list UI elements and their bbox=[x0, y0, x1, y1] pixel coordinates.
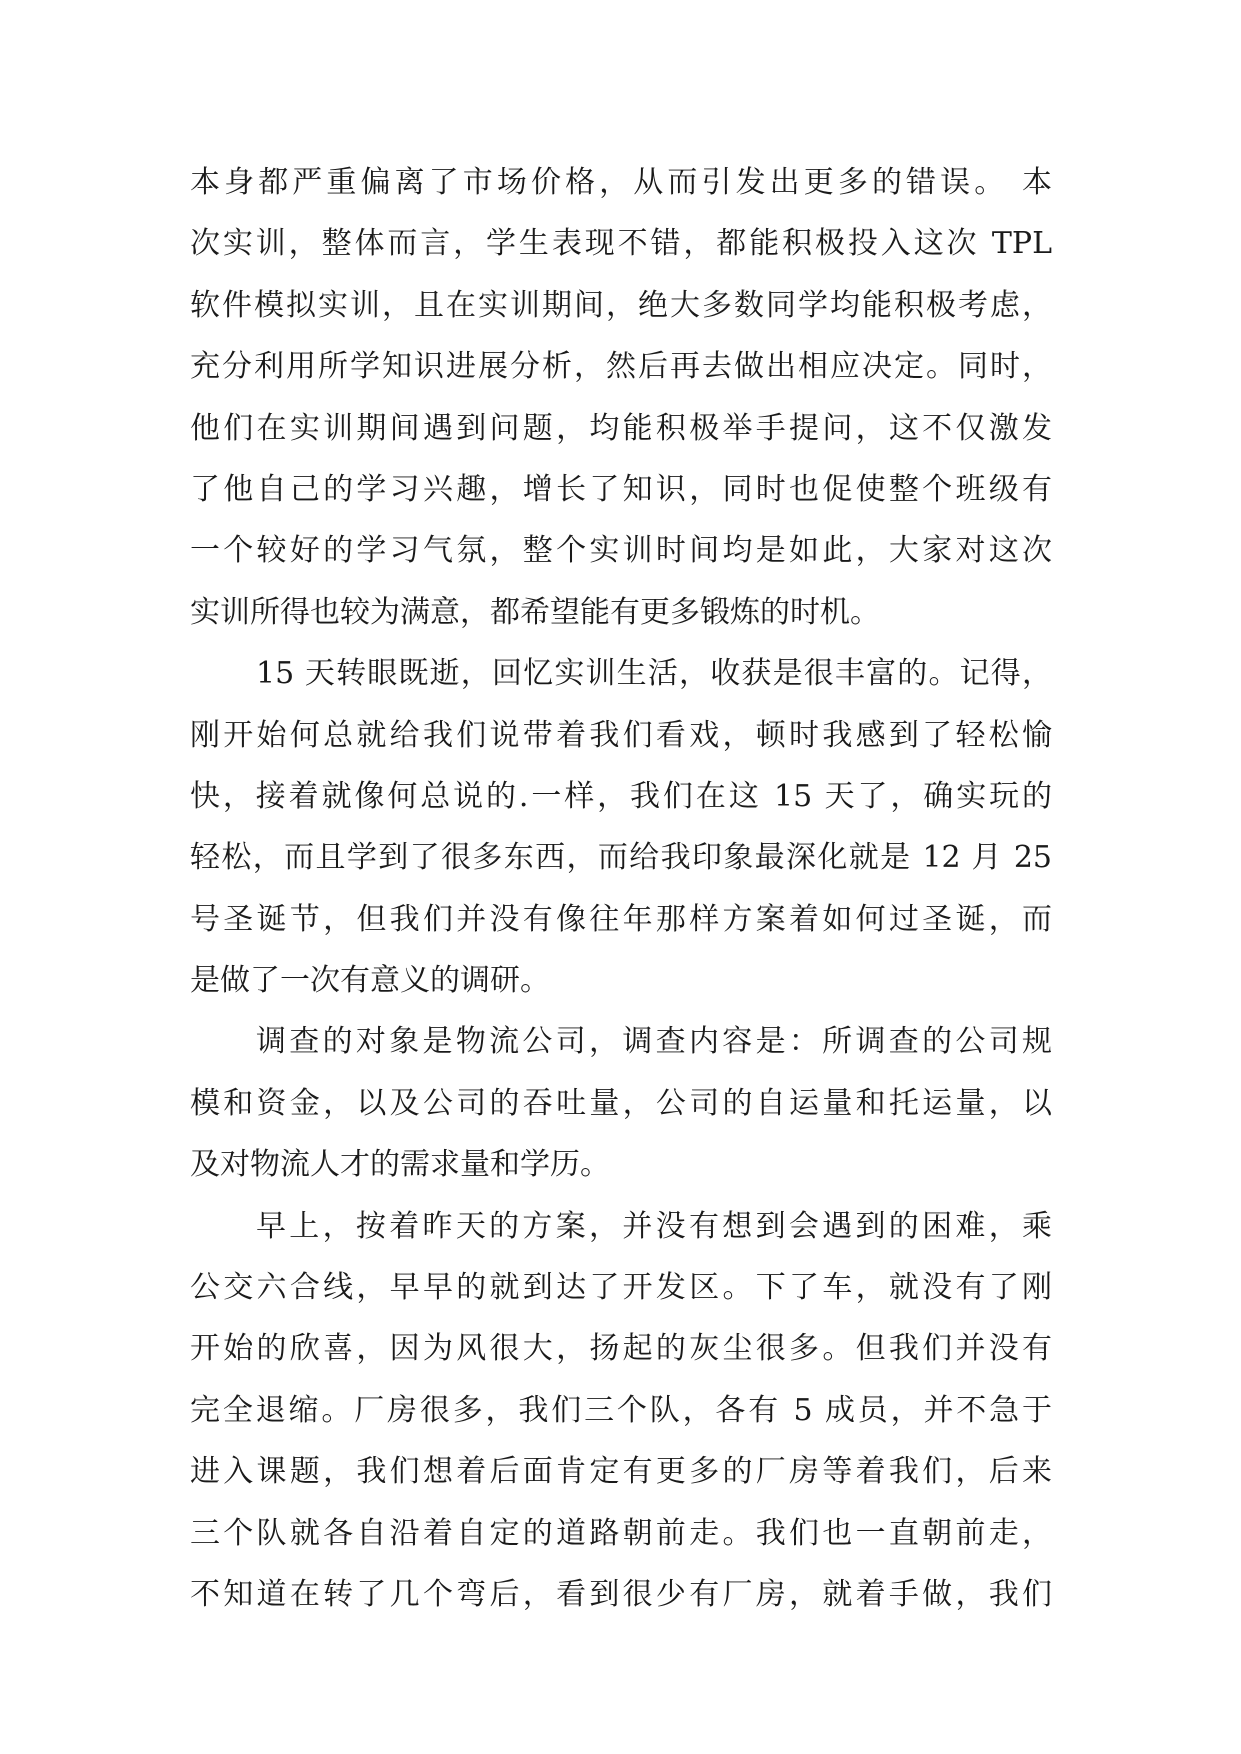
paragraph-start-line: 调查的对象是物流公司，调查内容是：所调查的公司规 bbox=[256, 1024, 1052, 1060]
text-line: 不知道在转了几个弯后，看到很少有厂房，就着手做，我们 bbox=[190, 1576, 1052, 1612]
text-line: 完全退缩。厂房很多，我们三个队，各有 5 成员，并不急于 bbox=[190, 1392, 1052, 1428]
text-line: 开始的欣喜，因为风很大，扬起的灰尘很多。但我们并没有 bbox=[190, 1331, 1052, 1367]
paragraph-start-line: 15 天转眼既逝，回忆实训生活，收获是很丰富的。记得， bbox=[256, 656, 1052, 692]
text-line: 刚开始何总就给我们说带着我们看戏，顿时我感到了轻松愉 bbox=[190, 717, 1052, 753]
text-line: 及对物流人才的需求量和学历。 bbox=[190, 1147, 610, 1183]
body-text bbox=[190, 152, 1052, 1625]
text-line: 进入课题，我们想着后面肯定有更多的厂房等着我们，后来 bbox=[190, 1454, 1052, 1490]
text-line: 号圣诞节，但我们并没有像往年那样方案着如何过圣诞，而 bbox=[190, 901, 1052, 937]
text-line: 模和资金，以及公司的吞吐量，公司的自运量和托运量，以 bbox=[190, 1085, 1052, 1121]
text-line: 他们在实训期间遇到问题，均能积极举手提问，这不仅激发 bbox=[190, 410, 1052, 446]
text-line: 软件模拟实训，且在实训期间，绝大多数同学均能积极考虑， bbox=[190, 287, 1052, 323]
text-line: 三个队就各自沿着自定的道路朝前走。我们也一直朝前走， bbox=[190, 1515, 1052, 1551]
text-line: 一个较好的学习气氛，整个实训时间均是如此，大家对这次 bbox=[190, 533, 1052, 569]
text-line: 是做了一次有意义的调研。 bbox=[190, 963, 550, 999]
text-line: 了他自己的学习兴趣，增长了知识，同时也促使整个班级有 bbox=[190, 471, 1052, 507]
text-line: 公交六合线，早早的就到达了开发区。下了车，就没有了刚 bbox=[190, 1270, 1052, 1306]
text-line: 次实训，整体而言，学生表现不错，都能积极投入这次 TPL bbox=[190, 226, 1052, 262]
text-line: 充分利用所学知识进展分析，然后再去做出相应决定。同时， bbox=[190, 349, 1052, 385]
paragraph-start-line: 早上，按着昨天的方案，并没有想到会遇到的困难，乘 bbox=[256, 1208, 1052, 1244]
text-line: 实训所得也较为满意，都希望能有更多锻炼的时机。 bbox=[190, 594, 880, 630]
text-line: 轻松，而且学到了很多东西，而给我印象最深化就是 12 月 25 bbox=[190, 840, 1052, 876]
text-line: 本身都严重偏离了市场价格，从而引发出更多的错误。 本 bbox=[190, 165, 1052, 200]
text-line: 快，接着就像何总说的.一样，我们在这 15 天了，确实玩的 bbox=[190, 778, 1052, 814]
